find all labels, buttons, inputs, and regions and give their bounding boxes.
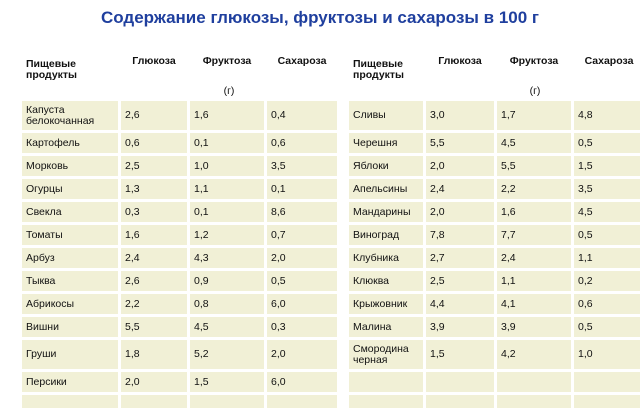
- glucose-value: 1,5: [426, 340, 494, 369]
- fructose-value: 4,2: [497, 340, 571, 369]
- product-name: Черешня: [349, 133, 423, 153]
- column-gap: [340, 41, 346, 98]
- fructose-value: 1,1: [497, 271, 571, 291]
- fructose-value: 2,4: [497, 248, 571, 268]
- glucose-value: 2,0: [426, 202, 494, 222]
- column-gap: [340, 248, 346, 268]
- empty-cell: [267, 395, 337, 408]
- column-gap: [340, 225, 346, 245]
- empty-cell: [574, 372, 640, 392]
- glucose-value: 1,8: [121, 340, 187, 369]
- glucose-value: 5,5: [426, 133, 494, 153]
- unit-label: (г): [121, 84, 337, 98]
- product-name: Клубника: [349, 248, 423, 268]
- column-gap: [340, 156, 346, 176]
- sucrose-value: 0,6: [574, 294, 640, 314]
- table-row: [22, 294, 640, 314]
- fructose-value: 1,1: [190, 179, 264, 199]
- sucrose-value: 0,6: [267, 133, 337, 153]
- sucrose-value: 1,0: [574, 340, 640, 369]
- empty-cell: [426, 395, 494, 408]
- glucose-value: 2,5: [121, 156, 187, 176]
- product-name: Огурцы: [22, 179, 118, 199]
- product-name: Яблоки: [349, 156, 423, 176]
- empty-cell: [121, 395, 187, 408]
- table-row: [22, 101, 640, 130]
- glucose-value: 2,4: [121, 248, 187, 268]
- fructose-value: 7,7: [497, 225, 571, 245]
- unit-label-right: (г): [426, 84, 640, 98]
- glucose-value: 4,4: [426, 294, 494, 314]
- product-name: Клюква: [349, 271, 423, 291]
- page-title: Содержание глюкозы, фруктозы и сахарозы в 100 г: [100, 8, 539, 27]
- sucrose-value: 3,5: [574, 179, 640, 199]
- product-name: Груши: [22, 340, 118, 369]
- fructose-value: 1,6: [497, 202, 571, 222]
- empty-cell: [349, 395, 423, 408]
- empty-cell: [190, 395, 264, 408]
- glucose-value: 3,0: [426, 101, 494, 130]
- fructose-value: 0,1: [190, 133, 264, 153]
- header-glucose: Глюкоза: [121, 41, 187, 81]
- product-name: Абрикосы: [22, 294, 118, 314]
- column-gap: [340, 372, 346, 392]
- fructose-value: 4,5: [190, 317, 264, 337]
- fructose-value: 1,0: [190, 156, 264, 176]
- empty-cell: [497, 395, 571, 408]
- product-name: Мандарины: [349, 202, 423, 222]
- sucrose-value: 0,3: [267, 317, 337, 337]
- empty-cell: [426, 372, 494, 392]
- product-name: Апельсины: [349, 179, 423, 199]
- sucrose-value: 6,0: [267, 294, 337, 314]
- column-gap: [340, 271, 346, 291]
- column-gap: [340, 202, 346, 222]
- product-name: Тыква: [22, 271, 118, 291]
- fructose-value: 0,9: [190, 271, 264, 291]
- product-name: Персики: [22, 372, 118, 392]
- sucrose-value: 0,2: [574, 271, 640, 291]
- fructose-value: 3,9: [497, 317, 571, 337]
- product-name: Сливы: [349, 101, 423, 130]
- fructose-value: 0,8: [190, 294, 264, 314]
- table-row: [22, 133, 640, 153]
- header-fructose: Фруктоза: [190, 41, 264, 81]
- sucrose-value: 2,0: [267, 340, 337, 369]
- sucrose-value: 4,5: [574, 202, 640, 222]
- glucose-value: 2,2: [121, 294, 187, 314]
- sucrose-value: 0,5: [574, 225, 640, 245]
- sucrose-value: 0,4: [267, 101, 337, 130]
- fructose-value: 1,5: [190, 372, 264, 392]
- sucrose-value: 4,8: [574, 101, 640, 130]
- sucrose-value: 6,0: [267, 372, 337, 392]
- glucose-value: 1,3: [121, 179, 187, 199]
- sucrose-value: 1,5: [574, 156, 640, 176]
- sucrose-value: 1,1: [574, 248, 640, 268]
- column-gap: [340, 395, 346, 408]
- fructose-value: 2,2: [497, 179, 571, 199]
- fructose-value: 1,6: [190, 101, 264, 130]
- table-row: [22, 156, 640, 176]
- fructose-value: 5,5: [497, 156, 571, 176]
- fructose-value: 5,2: [190, 340, 264, 369]
- header-sucrose: Сахароза: [267, 41, 337, 81]
- product-name: Крыжовник: [349, 294, 423, 314]
- sucrose-value: 0,5: [574, 133, 640, 153]
- empty-cell: [22, 395, 118, 408]
- header-product: Пищевые продукты: [22, 41, 118, 98]
- glucose-value: 7,8: [426, 225, 494, 245]
- table-row: [22, 317, 640, 337]
- glucose-value: 2,0: [121, 372, 187, 392]
- sucrose-value: 0,1: [267, 179, 337, 199]
- product-name: Картофель: [22, 133, 118, 153]
- header-fructose-right: Фруктоза: [497, 41, 571, 81]
- table-row: [22, 248, 640, 268]
- column-gap: [340, 317, 346, 337]
- table-row: [22, 202, 640, 222]
- column-gap: [340, 340, 346, 369]
- product-name: Капуста белокочанная: [22, 101, 118, 130]
- fructose-value: 1,2: [190, 225, 264, 245]
- glucose-value: 2,6: [121, 271, 187, 291]
- fructose-value: 0,1: [190, 202, 264, 222]
- header-glucose-right: Глюкоза: [426, 41, 494, 81]
- column-gap: [340, 294, 346, 314]
- empty-cell: [574, 395, 640, 408]
- glucose-value: 2,4: [426, 179, 494, 199]
- sucrose-value: 0,7: [267, 225, 337, 245]
- table-row: [22, 395, 640, 408]
- sucrose-value: 2,0: [267, 248, 337, 268]
- header-product-right: Пищевые продукты: [349, 41, 423, 98]
- sucrose-value: 8,6: [267, 202, 337, 222]
- table-row: [22, 340, 640, 369]
- product-name: Виноград: [349, 225, 423, 245]
- glucose-value: 1,6: [121, 225, 187, 245]
- table-row: [22, 225, 640, 245]
- glucose-value: 0,6: [121, 133, 187, 153]
- fructose-value: 4,3: [190, 248, 264, 268]
- product-name: Свекла: [22, 202, 118, 222]
- sucrose-value: 0,5: [267, 271, 337, 291]
- product-name: Арбуз: [22, 248, 118, 268]
- fructose-value: 4,1: [497, 294, 571, 314]
- fructose-value: 4,5: [497, 133, 571, 153]
- sucrose-value: 0,5: [574, 317, 640, 337]
- header-sucrose-right: Сахароза: [574, 41, 640, 81]
- product-name: Вишни: [22, 317, 118, 337]
- product-name: Смородина черная: [349, 340, 423, 369]
- column-gap: [340, 101, 346, 130]
- table-row: [22, 179, 640, 199]
- column-gap: [340, 133, 346, 153]
- glucose-value: 5,5: [121, 317, 187, 337]
- fructose-value: 1,7: [497, 101, 571, 130]
- glucose-value: 2,0: [426, 156, 494, 176]
- product-name: Малина: [349, 317, 423, 337]
- sugar-content-table: [19, 38, 640, 411]
- sucrose-value: 3,5: [267, 156, 337, 176]
- glucose-value: 2,5: [426, 271, 494, 291]
- column-gap: [340, 179, 346, 199]
- empty-cell: [497, 372, 571, 392]
- product-name: Морковь: [22, 156, 118, 176]
- table-row: [22, 271, 640, 291]
- glucose-value: 0,3: [121, 202, 187, 222]
- table-row: [22, 372, 640, 392]
- empty-cell: [349, 372, 423, 392]
- glucose-value: 2,6: [121, 101, 187, 130]
- product-name: Томаты: [22, 225, 118, 245]
- glucose-value: 2,7: [426, 248, 494, 268]
- glucose-value: 3,9: [426, 317, 494, 337]
